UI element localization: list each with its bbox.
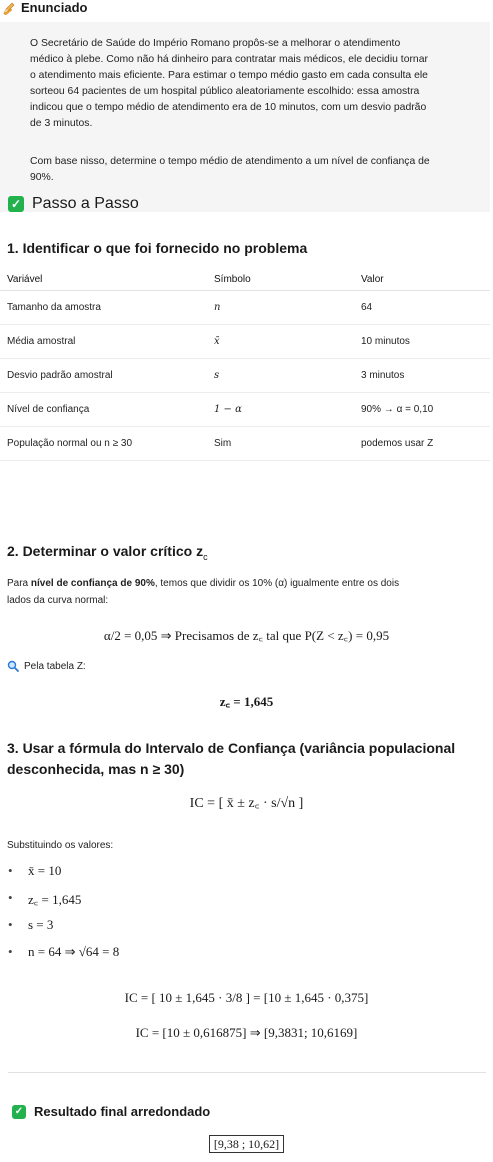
- final-result-title-text: Resultado final arredondado: [34, 1104, 211, 1119]
- cell-variable: População normal ou n ≥ 30: [0, 427, 207, 461]
- variables-table: [0, 268, 490, 461]
- table-row: [0, 427, 490, 461]
- table-row: [0, 325, 490, 359]
- intro-line-1: [7, 575, 487, 592]
- final-result-title: [12, 1104, 210, 1119]
- zc-result: z꜀ = 1,645: [219, 694, 274, 709]
- cell-variable: Tamanho da amostra: [0, 291, 207, 325]
- pencil-icon: [2, 1, 16, 15]
- final-result: [0, 1135, 493, 1153]
- statement-line: O Secretário de Saúde do Império Romano propôs-se a melhorar o atendimento: [30, 38, 401, 49]
- statement-line: o atendimento mais eficiente. Para estimar o tempo médio gasto em cada consulta ele: [30, 70, 428, 81]
- intro-text-a: Para: [7, 578, 31, 589]
- table-row: [0, 393, 490, 427]
- checkmark-icon: ✓: [8, 196, 24, 212]
- section-2-intro: [7, 575, 487, 609]
- list-item: • x̄ = 10: [8, 863, 119, 890]
- cell-value: podemos usar Z: [354, 427, 490, 461]
- list-item: • n = 64 ⇒ √64 = 8: [8, 944, 119, 971]
- cell-variable: Desvio padrão amostral: [0, 359, 207, 393]
- column-header: Valor: [354, 268, 490, 291]
- table-row: [0, 291, 490, 325]
- steps-title-text: Passo a Passo: [32, 195, 139, 212]
- z-table-label: [7, 660, 86, 672]
- section-1-title: 1. Identificar o que foi fornecido no problema: [7, 240, 308, 256]
- cell-value: 90% → α = 0,10: [354, 393, 490, 427]
- statement-line: sorteou 64 pacientes de um hospital público aleatoriamente escolhido: essa amostra: [30, 86, 420, 97]
- section-2-title-sub: c: [203, 551, 208, 562]
- alpha-equation: α/2 = 0,05 ⇒ Precisamos de z꜀ tal que P(Z < z꜀) = 0,95: [103, 628, 390, 643]
- steps-title: [8, 195, 139, 213]
- cell-symbol: s: [207, 359, 354, 393]
- cell-symbol: 1 − α: [207, 393, 354, 427]
- statement-paragraph-1: [30, 36, 475, 132]
- ci-formula: IC = [ x̄ ± z꜀ · s/√n ]: [189, 796, 304, 811]
- cell-variable: Nível de confiança: [0, 393, 207, 427]
- substitution-list: [8, 863, 119, 971]
- column-header: Símbolo: [207, 268, 354, 291]
- final-result-value: [9,38 ; 10,62]: [209, 1135, 284, 1153]
- statement-panel: [0, 22, 490, 212]
- statement-line: de 3 minutos.: [30, 118, 93, 129]
- calculation-1: IC = [ 10 ± 1,645 · 3/8 ] = [10 ± 1,645 · 0,375]: [124, 990, 369, 1005]
- statement-line: Com base nisso, determine o tempo médio de atendimento a um nível de confiança de: [30, 156, 430, 167]
- cell-symbol: n: [207, 291, 354, 325]
- statement-heading-text: Enunciado: [21, 0, 88, 15]
- list-item: • z꜀ = 1,645: [8, 890, 119, 917]
- section-3-title: [7, 738, 487, 780]
- cell-value: 10 minutos: [354, 325, 490, 359]
- section-3-title-line-1: 3. Usar a fórmula do Intervalo de Confiança (variância populacional: [7, 740, 456, 756]
- column-header: Variável: [0, 268, 207, 291]
- table-row: [0, 359, 490, 393]
- statement-line: 90%.: [30, 172, 54, 183]
- list-item: • s = 3: [8, 917, 119, 944]
- cell-value: 64: [354, 291, 490, 325]
- section-2-title-text: 2. Determinar o valor crítico z: [7, 543, 204, 559]
- divider: [8, 1072, 486, 1073]
- magnifier-icon: [7, 660, 19, 672]
- z-table-label-text: Pela tabela Z:: [24, 660, 86, 672]
- calculation-2: IC = [10 ± 0,616875] ⇒ [9,3831; 10,6169]: [135, 1025, 358, 1040]
- intro-bold-text: nível de confiança de 90%: [30, 578, 155, 589]
- cell-symbol: Sim: [207, 427, 354, 461]
- statement-heading: [2, 0, 87, 15]
- intro-line-2: lados da curva normal:: [7, 595, 109, 606]
- section-2-title: [7, 543, 208, 562]
- cell-variable: Média amostral: [0, 325, 207, 359]
- intro-text-b: , temos que dividir os 10% (α) igualmente entre os dois: [154, 578, 400, 589]
- checkmark-icon: ✓: [12, 1105, 26, 1119]
- substitution-label: Substituindo os valores:: [7, 840, 114, 851]
- cell-value: 3 minutos: [354, 359, 490, 393]
- cell-symbol: x̄: [207, 325, 354, 359]
- statement-line: médico à plebe. Como não há dinheiro para contratar mais médicos, ele decidiu tornar: [30, 54, 428, 65]
- table-header-row: [0, 268, 490, 291]
- section-3-title-line-2: desconhecida, mas n ≥ 30): [7, 761, 185, 777]
- statement-paragraph-2: [30, 154, 475, 186]
- statement-line: indicou que o tempo médio de atendimento era de 10 minutos, com um desvio padrão: [30, 102, 427, 113]
